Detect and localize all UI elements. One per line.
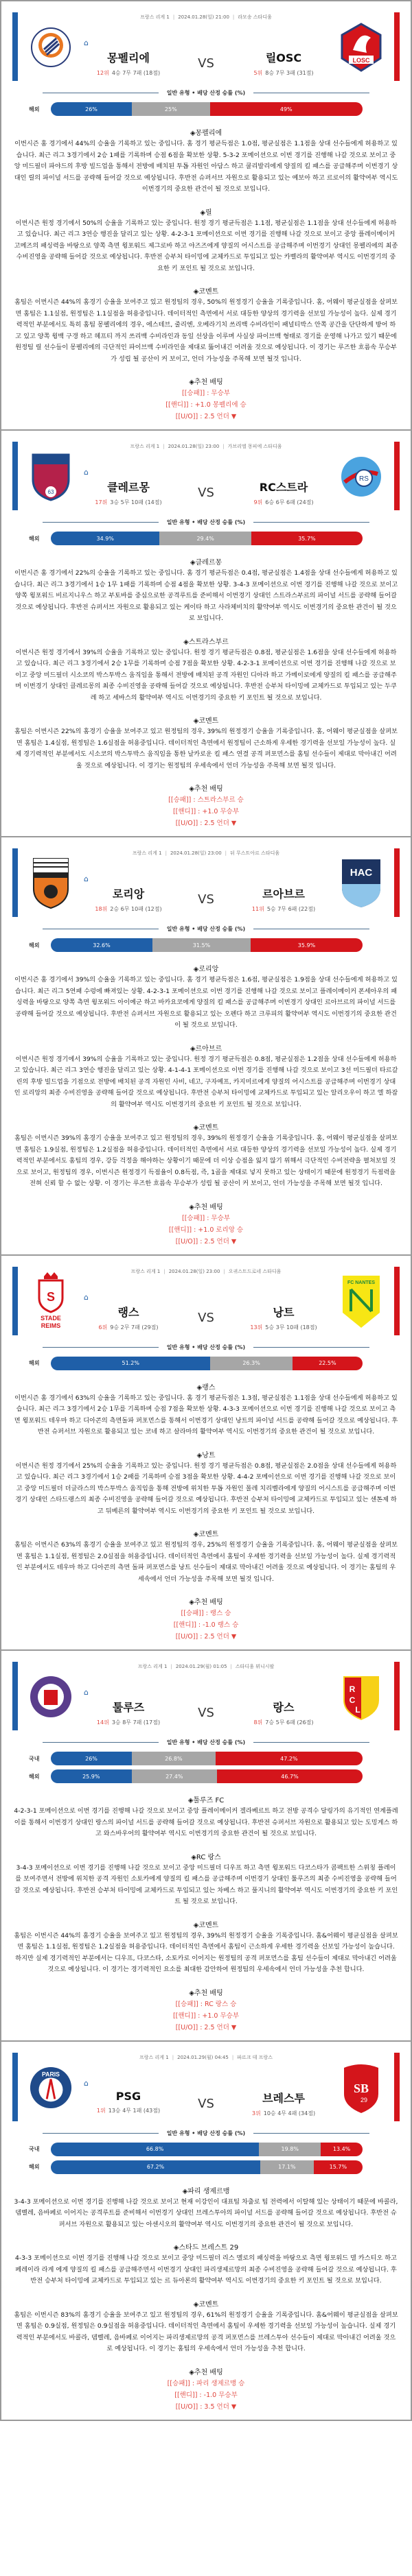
home-team-record: 4승 7무 7패 (18점) [111,70,161,76]
league-name: 프랑스 리게 1 [137,1664,168,1669]
match-card [1,837,411,1256]
home-icon: ⌂ [84,874,89,883]
section-text: 홈팀은 이번시즌 44%의 홈경기 승율을 보여주고 있고 원정팀의 경우, 39%의 원정경기 승율을 기록중입니다. 홈&어웨이 평균실점을 살펴보면 홈팀은 1.1실점, 원정팀은 1.2실점을 허용중입니다. 데이터적인 측면에서 홈팀이 근소하게 우세한 경기력을 선보일 가능성이 높습니다. 하지만 실제 경기력적인 부분에서는 디우프, 다코스타, 소토카로 이어지는 원정팀의 공격 퍼포먼스를 홈팀 선수들이 제대로 막아내긴 어려울 것으로 예상됩니다. 이 경기는 경기력적인 요소를 최대한 감안하여 원정팀의 우세속에서 언더 가능성을 추천 합니다. [14,1931,398,1973]
section-title: ◈코멘트 [193,1124,219,1132]
section-title: ◈RC 랑스 [191,1853,221,1861]
away-team-record: 10승 4무 4패 (34점) [263,2110,316,2116]
odds-rows [1,1357,411,1370]
away-team-record: 7승 5무 6패 (26점) [265,1719,314,1726]
odds-title-text: 일반 유형 • 배당 산정 승률 (%) [166,1739,246,1745]
section-text: 4-3-3 포메이션으로 이번 경기를 진행해 나갈 것으로 보이고 중앙 미드필더 리스 멜로의 패싱력을 바탕으로 측면 윙포워드 델 카스티오 하고 페레이라 라게 에게 양질의 킬 패스를 공급해주면서 이번경기 상대인 파리생제르망의 최종 수비진영을 공략해 들어갈 것으로 예상됩니다. 후반전 승부처 타이밍에 교체카드로 투입되고 있는 르 듀아론의 활약여부 역시도 이번경기의 중요한 키 포인트 될 것으로 보입니다. [15,2254,397,2285]
analysis-sections [1,1381,411,1586]
home-icon: ⌂ [84,1688,89,1697]
draw-segment: 31.5% [152,938,251,952]
away-win-segment: 35.9% [251,938,363,952]
bet-title: ◈추천 배팅 [189,379,223,386]
section-text: 이번시즌 원정 경기에서 25%의 승율을 기록하고 있는 중입니다. 원정 경기 평균득점은 0.8점, 평균실점은 2.0점을 상대 선수들에게 허용하고 있습니다. 최근 리그 3경기에서 1승 2패를 기록하며 승점 3점을 확보한 상황. 4-4-2 포메이션으로 이번 경기를 진행해 나갈 것으로 보이고 중앙 미드필더 더글라스의 박스투박스 움직임을 통해 전방에 위치한 투톱 자원인 몰레 치리벨라에게 양질의 어시스트를 공급해주며 이번경기 상대인 스타드랭스의 최종 수비진영을 공략해 들어갈 것으로 예상됩니다. 후반전 승부처 타이밍에 교체카드로 투입되고 있는 센톤제 하고 뒤베른의 활약여부 역시도 이번경기의 중요한 키 포인트 될 것으로 보입니다. [15,1462,397,1515]
league-name: 프랑스 리게 1 [140,14,170,20]
analysis-sections [1,127,411,365]
odds-source-label: 해외 [29,2164,40,2170]
section-title: ◈파리 생제르맹 [182,2187,230,2195]
stadium-name: 뒤 무스트아르 스타디움 [230,850,280,856]
away-color-stripe [394,2053,400,2121]
away-team-name: 랑스 [273,1701,295,1714]
home-team-rank: 14위 [96,1719,109,1726]
vs-label: VS [198,2096,214,2111]
match-header [1,1660,411,1729]
home-icon: ⌂ [84,38,89,47]
section-title: ◈스타드 브레스트 29 [173,2244,239,2252]
away-team-name: RC스트라 [259,481,308,494]
analysis-section [1,1528,411,1585]
home-team-name: 클레르몽 [107,481,150,494]
home-win-segment: 32.6% [51,938,152,952]
recommended-bet [1,2366,411,2413]
home-color-stripe [12,12,18,81]
away-team-record: 5승 3무 10패 (18점) [265,1324,317,1331]
match-meta: 프랑스 리게 1 | 2024.01.28(일) 23:00 | 가브리엘 몽피에 스타디움 [130,444,282,449]
stadium-name: 가브리엘 몽피에 스타디움 [227,444,282,449]
bet-line: [[승패]] : 무승부 [182,390,230,397]
analysis-section [1,1381,411,1438]
section-text: 이번시즌 원정 경기에서 39%의 승율을 기록하고 있는 중입니다. 원정 경기 평균득점은 0.8점, 평균실점은 1.6점을 상대 선수들에게 허용하고 있습니다. 최근 리그 3경기에서 2승 1무를 기록하며 승점 7점을 확보한 상황. 4-2-3-1 포메이션으로 이번 경기를 진행해 나갈 것으로 보이고 중앙 미드필더 시소코의 박스투박스 움직임을 통해서 전방에 배치된 공격 자원인 디아라 하고 가메이로에게 양질의 킬 패스를 공급해주며 이번경기 상대인 클레르몽의 최종 수비진영을 공략해 들어갈 것으로 예상됩니다. 후반전 승부처 타이밍에 교체카드로 투입되고 있는 두쿠레 하고 세바스의 활약여부 역시도 이번경기의 중요한 키 포인트 될 것으로 보입니다. [15,648,397,702]
section-text: 3-4-3 포메이션으로 이번 경기를 진행해 나갈 것으로 보이고 현재 이강인이 대표팀 차출로 팀 전력에서 이탈해 있는 상태이기 때문에 바콜라, 뎀벨레, 음바페로 이어지는 공격루트를 준비해서 이번경기 상대인 브레스투아의 파이널 서드를 공략해 들어갈 것으로 예상됩니다. 후반전 슈퍼서브 자원으로 활용되고 있는 아센시오의 활약여부 역시도 이번경기의 중요한 관건이 될 것으로 보입니다. [14,2197,398,2228]
recommended-bet [1,1596,411,1643]
odds-title [43,518,369,526]
away-team-logo [339,450,383,503]
away-team [218,1304,349,1331]
odds-row [29,1357,363,1370]
match-card [1,2042,411,2421]
recommended-bet [1,1201,411,1248]
bet-line: [[U/O]] : 2.5 언더 ▼ [175,1633,237,1641]
analysis-sections [1,1794,411,1976]
stadium-name: 오귀스트드로네 스타디움 [228,1268,282,1274]
away-win-segment: 49% [210,102,363,116]
odds-row [29,532,363,545]
section-title: ◈로리앙 [193,966,219,973]
section-title: ◈코멘트 [193,1531,219,1538]
stadium-name: 파르크 데 프랑스 [237,2054,273,2060]
section-text: 홈팀은 이번시즌 83%의 홈경기 승율을 보여주고 있고 원정팀의 경우, 61%의 원정경기 승율을 기록중입니다. 홈&어웨이 평균실점을 살펴보면 홈팀은 0.9실점, 원정팀은 0.9실점을 허용중입니다. 데이터적인 측면에서 홈팀이 우세한 경기력을 선보일 가능성이 높습니다. 실제 경기력적인 부분에서도 바콜라, 뎀벨레, 음바페로 이어지는 파리생제르망의 공격 퍼포먼스를 브레스투아 선수들이 제대로 막아내긴 어려울 것으로 예상됩니다. 이 경기는 홈팀의 우세속에서 언더 가능성을 추천 합니다. [14,2311,398,2352]
section-text: 홈팀은 이번시즌 39%의 홈경기 승율을 보여주고 있고 원정팀의 경우, 39%의 원정경기 승율을 기록중입니다. 홈, 어웨이 평균실점을 살펴보면 홈팀은 1.9실점, 원정팀은 1.2실점을 허용중입니다. 데이터적인 측면에서 서로 대등한 양상의 경기력을 선보일 가능성이 높다. 실제 경기력적인 부분에서도 홈팀의 경우, 강등 걱정을 해야하는 상황이기 때문에 더 이상 승점을 잃지 않기 위해서 극단적인 수비전략을 펼쳐보일 것으로 보이고, 원정팀의 경우, 이번시즌 원정경기 득점율이 0.8득점, 즉, 1골을 제대로 넣지 못하고 있는 상태이기 때문에 원정경기 득점력을 전혀 신뢰 할 수 없는 상황. 이 경기는 루즈한 흐름속 무승부가 성립 될 공산이 커 보이고, 언더 가능성을 주목해 보면 될것 입니다. [14,1134,398,1187]
home-team-record: 2승 6무 10패 (12점) [110,906,162,912]
home-team-rank: 6위 [98,1324,108,1331]
bet-line: [[U/O]] : 3.5 언더 ▼ [175,2402,237,2411]
odds-row [29,1752,363,1765]
analysis-sections [1,2185,411,2355]
svg-text:C: C [349,1695,356,1705]
svg-text:PARIS: PARIS [42,2071,60,2078]
analysis-section [1,636,411,704]
win-probability-bar [51,2143,363,2156]
draw-segment: 26.3% [210,1357,292,1370]
match-card [1,0,411,431]
section-text: 홈팀은 이번시즌 63%의 홈경기 승율을 보여주고 있고 원정팀의 경우, 25%의 원정경기 승율을 기록중입니다. 홈, 어웨이 평균실점을 살펴보면 홈팀은 1.1실점, 원정팀은 2.0실점을 허용중입니다. 데이터적인 측면에서 홈팀이 우세한 경기력을 선보일 가능성이 높다. 실제 경기력적인 부분에서도 테우마 하고 디아콘의 측면 돌파 퍼포먼스를 낭트 선수들이 제대로 막아내긴 어려울 것으로 예상됩니다. 이 경기는 홈팀의 우세속에서 언더 가능성을 주목해 보면 될것 입니다. [14,1541,398,1583]
svg-text:STADE: STADE [41,1314,61,1322]
bet-line: [[승패]] : 스트라스부르 승 [168,796,244,804]
draw-segment: 25% [132,102,210,116]
home-color-stripe [12,1267,18,1335]
away-team-rank: 9위 [253,499,263,505]
section-title: ◈르아브르 [190,1045,222,1053]
win-probability-bar [51,1769,363,1783]
away-team-logo [339,21,383,74]
section-text: 이번시즌 홈 경기에서 63%의 승율을 기록하고 있는 중입니다. 홈 경기 평균득점은 1.3점, 평균실점은 1.1점을 상대 선수들에게 허용하고 있습니다. 최근 리그 3경기에서 2승 1무를 기록하며 승점 7점을 확보한 상황. 4-3-3 포메이션으로 이번 경기를 진행해 나갈 것으로 보이고 측면 윙포워드 테우마 하고 디아콘의 측면돌파 퍼포먼스를 통해서 이번경기 상대인 낭트의 파이널 서드를 공략해 들어갈 것으로 예상됩니다. 후반전 슈퍼서브 자원으로 활용되고 있는 코네 하고 살라마의 활약여부 역시도 이번경기의 중요한 관건이 될 것으로 보입니다. [14,1394,398,1435]
away-color-stripe [394,1662,400,1730]
bet-title: ◈추천 배팅 [189,1599,223,1606]
recommended-bet [1,1987,411,2034]
home-team-name: 툴루즈 [112,1701,145,1714]
away-team-name: 브레스투 [262,2091,305,2105]
analysis-section [1,1121,411,1190]
odds-source-label: 해외 [29,1773,40,1780]
bet-title: ◈추천 배팅 [189,2368,223,2376]
home-win-segment: 34.9% [51,532,159,545]
section-text: 이번시즌 홈 경기에서 39%의 승율을 기록하고 있는 중입니다. 홈 경기 평균득점은 1.6점, 평균실점은 1.9점을 상대 선수들에게 허용하고 있습니다. 최근 리그 5연패 수렁에 빠져있는 상황. 4-2-3-1 포메이션으로 이번 경기를 진행해 나갈 것으로 보이고 플레이메이커 폰세아우의 패싱력을 바탕으로 양쪽 측면 윙포워드 아이예군 하고 바카요코에게 양질의 킬 패스를 공급해주며 이번경기 상대인 르아브르의 파이널 서드를 공략해 들어갈 것으로 예상됩니다. 후반전 슈퍼서브 자원으로 활용되고 있는 오펜다 하고 크루피의 활약여부 역시도 이번경기의 중요한 관건이 될 것으로 보입니다. [14,976,398,1029]
away-team-logo [339,2061,383,2114]
match-card [1,1256,411,1651]
bet-line: [[U/O]] : 2.5 언더 ▼ [175,413,237,420]
home-win-segment: 25.9% [51,1769,132,1783]
odds-source-label: 해외 [29,106,40,112]
svg-text:FC NANTES: FC NANTES [347,1280,376,1285]
home-team-rank: 1위 [96,2107,106,2114]
odds-title [43,89,369,97]
svg-text:L: L [355,1705,360,1715]
win-probability-bar [51,532,363,545]
odds-title [43,2130,369,2137]
bet-line: [[핸디]] : -1.0 무승부 [174,2391,238,2399]
win-probability-bar [51,2160,363,2174]
odds-title-text: 일반 유형 • 배당 산정 승률 (%) [166,2130,246,2136]
vs-label: VS [198,892,214,907]
home-team-rank: 18위 [95,906,108,912]
odds-rows [1,2143,411,2174]
home-color-stripe [12,848,18,917]
odds-title-text: 일반 유형 • 배당 산정 승률 (%) [166,90,246,96]
section-title: ◈스트라스부르 [183,638,229,646]
away-win-segment: 47.2% [216,1752,363,1765]
match-card [1,431,411,837]
recommended-bet [1,783,411,829]
match-header [1,1265,411,1334]
match-card [1,1651,411,2042]
vs-label: VS [198,56,214,71]
section-title: ◈랭스 [196,1383,216,1392]
section-title: ◈클레르몽 [190,559,222,567]
match-datetime: 2024.01.28(일) 23:00 [170,850,222,856]
home-win-segment: 51.2% [51,1357,210,1370]
win-probability-bar [51,1752,363,1765]
home-team-name: 로리앙 [112,887,145,901]
away-team-record: 8승 7무 3패 (31점) [265,70,314,76]
match-datetime: 2024.01.29(월) 01:05 [175,1664,227,1669]
home-win-segment: 26% [51,1752,132,1765]
bet-line: [[U/O]] : 2.5 언더 ▼ [175,2023,237,2031]
home-icon: ⌂ [84,2078,89,2088]
analysis-section [1,556,411,625]
away-win-segment: 35.7% [251,532,363,545]
odds-row [29,2143,363,2156]
section-text: 이번시즌 홈 경기에서 44%의 승율을 기록하고 있는 중입니다. 홈 경기 평균득점은 1.0점, 평균실점은 1.1점을 상대 선수들에게 허용하고 있습니다. 최근 리그 3경기에서 2승 1패를 기록하며 승점 6점을 확보한 상황. 5-3-2 포메이션으로 이번 경기를 진행해 나갈 것으로 보이고 중앙 미드필더 파야드의 후방 빌드업을 통해서 전방에 배치된 투톱 자원인 아담스 하고 쿨리발리에게 양질의 킬 패스를 공급해주며 이번경기 상대인 릴의 파이널 서드를 공략해 들어갈 것으로 예상됩니다. 후반전 슈퍼서브 자원으로 활용되고 있는 예보아 하고 르로이의 활약여부 역시도 이번경기의 중요한 관건이 될 것으로 보입니다. [14,140,398,193]
svg-text:HAC: HAC [350,867,373,879]
bet-line: [[핸디]] : +1.0 몽펠리에 승 [165,401,247,409]
bet-line: [[승패]] : 무승부 [182,1214,230,1222]
away-color-stripe [394,1267,400,1335]
away-team-name: 낭트 [273,1305,295,1319]
bet-line: [[승패]] : RC 랑스 승 [175,2000,237,2008]
away-color-stripe [394,12,400,81]
league-name: 프랑스 리게 1 [132,850,162,856]
vs-label: VS [198,486,214,500]
section-title: ◈코멘트 [193,1921,219,1929]
analysis-section [1,2298,411,2355]
home-team-rank: 17위 [95,499,108,505]
away-team-name: 릴OSC [265,51,302,64]
vs-label: VS [198,1706,214,1720]
section-text: 홈팀은 이번시즌 22%의 홈경기 승율을 보여주고 있고 원정팀의 경우, 39%의 원정경기 승율을 기록중입니다. 홈, 어웨이 평균실점을 살펴보면 홈팀은 1.4실점, 원정팀은 1.6실점을 허용중입니다. 데이터적인 측면에서 원정팀이 근소하게 우세한 경기력을 선보일 가능성이 높다. 실제 경기력적인 부분에서도 시소코의 박스투박스 움직임을 통한 날카로운 킬 패스 연결 공격 퍼포먼스를 홈팀 선수들이 제대로 막아내긴 어려울 것으로 예상됩니다. 이 경기는 원정팀의 우세속에서 언더 가능성을 주목해 보면 될것 입니다. [14,728,398,770]
away-team [218,885,349,913]
svg-text:LOSC: LOSC [352,57,370,64]
stadium-name: 스타디움 뮈니시팔 [235,1664,275,1669]
analysis-section [1,206,411,275]
odds-title [43,1344,369,1351]
away-team [218,1699,349,1726]
match-header [1,11,411,80]
odds-row [29,102,363,116]
win-probability-bar [51,1357,363,1370]
home-win-segment: 66.8% [51,2143,259,2156]
odds-source-label: 국내 [29,1755,40,1762]
analysis-section [1,1449,411,1518]
odds-source-label: 해외 [29,535,40,542]
match-datetime: 2024.01.29(월) 04:45 [177,2054,229,2060]
match-datetime: 2024.01.28(일) 21:00 [178,14,229,20]
home-team-name: 몽펠리에 [107,51,150,64]
away-team [218,479,349,506]
odds-source-label: 국내 [29,2146,40,2152]
match-meta: 프랑스 리게 1 | 2024.01.28(일) 23:00 | 뒤 무스트아르 스타디움 [132,850,280,856]
home-icon: ⌂ [84,1292,89,1302]
win-probability-bar [51,102,363,116]
odds-title [43,1739,369,1746]
stadium-name: 라모송 스타디움 [238,14,272,20]
analysis-section [1,285,411,365]
bet-line: [[U/O]] : 2.5 언더 ▼ [175,1237,237,1245]
away-win-segment: 46.7% [217,1769,363,1783]
away-team [218,2090,349,2117]
svg-text:S: S [46,1289,56,1304]
odds-rows [1,1752,411,1783]
home-team-name: 랭스 [117,1305,139,1319]
section-title: ◈툴루즈 FC [187,1797,225,1804]
league-name: 프랑스 리게 1 [139,2054,169,2060]
section-text: 홈팀은 이번시즌 44%의 홈경기 승율을 보여주고 있고 원정팀의 경우, 50%의 원정경기 승율을 기록중입니다. 홈, 어웨이 평균실점을 살펴보면 홈팀은 1.1실점, 원정팀은 1.1실점을 허용중입니다. 데이터적인 측면에서 서로 대등한 양상의 경기력을 선보일 가능성이 높다. 실제 경기력적인 부분에서도 특히 홈팀 몽펠리에의 경우, 에스테브, 줄리엔, 오베라기치 쓰리백 수비라인이 패널티박스 안쪽 공간을 단단하게 방어 하고 있고 양쪽 윙백 구갱 하고 헤프티 까지 쓰리백 수비라인과 동일 선상을 이루며 사실상 파이브백 형태로 경기를 운영해 나가고 있기 때문에 원정팀 릴 선수들이 몽펠리에의 극단적인 파이브백 수비라인을 제대로 뚫어내긴 어려울 것으로 예상됩니다. 이 경기는 루즈한 흐름속 무승부가 성립 될 공산이 커 보이고, 언더 가능성을 주목해 보면 될것 입니다. [14,298,398,363]
analysis-sections [1,963,411,1190]
svg-text:63: 63 [47,489,54,495]
away-team-logo [339,1275,383,1328]
draw-segment: 27.4% [132,1769,217,1783]
analysis-section [1,715,411,772]
home-team-name: PSG [115,2089,141,2103]
home-team-record: 9승 2무 7패 (29점) [110,1324,159,1331]
bet-line: [[핸디]] : +1.0 로리앙 승 [168,1226,244,1234]
away-win-segment: 15.7% [314,2160,363,2174]
analysis-section [1,1794,411,1840]
match-datetime: 2024.01.28(일) 23:00 [168,1268,220,1274]
league-name: 프랑스 리게 1 [130,444,160,449]
home-team-rank: 12위 [96,70,109,76]
odds-rows [1,532,411,545]
svg-text:SB: SB [353,2081,369,2095]
bet-line: [[핸디]] : +1.0 무승부 [172,2012,240,2020]
away-team-record: 5승 7무 6패 (22점) [266,906,316,912]
away-team-rank: 8위 [253,1719,263,1726]
away-team [218,49,349,77]
section-text: 이번시즌 원정 경기에서 50%의 승율을 기록하고 있는 중입니다. 원정 경기 평균득점은 1.1점, 평균실점은 1.1점을 상대 선수들에게 허용하고 있습니다. 최근 리그 3연승 행진을 달리고 있는 상황. 4-2-3-1 포메이션으로 이번 경기를 진행해 나갈 것으로 보이고 중앙 플레이메이커 고메즈의 패싱력을 바탕으로 양쪽 측면 윙포워드 제그로바 하고 야즈즈에게 양질의 어시스트를 공급해주며 이번경기 상대인 몽펠리에의 최종 수비진영을 공략해 들어갈 것으로 예상됩니다. 후반전 승부처 타이밍에 교체카드로 투입되고 있는 카벨라의 활약여부 역시도 이번경기의 중요한 키 포인트 될 것으로 보입니다. [14,219,398,272]
analysis-section [1,1851,411,1908]
odds-title-text: 일반 유형 • 배당 산정 승률 (%) [166,1344,246,1350]
match-header [1,847,411,916]
bet-line: [[핸디]] : -1.0 랭스 승 [173,1621,239,1629]
away-team-rank: 5위 [253,70,263,76]
away-team-name: 르아브르 [262,887,305,901]
section-title: ◈코멘트 [193,288,219,296]
odds-row [29,938,363,952]
home-color-stripe [12,442,18,510]
svg-text:R: R [349,1684,356,1694]
match-meta: 프랑스 리게 1 | 2024.01.29(월) 01:05 | 스타디움 뮈니시팔 [137,1664,275,1669]
draw-segment: 29.4% [159,532,251,545]
odds-title-text: 일반 유형 • 배당 산정 승률 (%) [166,519,246,525]
odds-rows [1,102,411,116]
away-team-rank: 13위 [250,1324,263,1331]
away-team-rank: 3위 [251,2110,261,2116]
match-datetime: 2024.01.28(일) 23:00 [168,444,220,449]
draw-segment: 26.8% [132,1752,216,1765]
away-team-rank: 11위 [251,906,264,912]
odds-source-label: 해외 [29,1360,40,1366]
section-text: 4-2-3-1 포메이션으로 이번 경기를 진행해 나갈 것으로 보이고 중앙 플레이메이커 겔라베르트 하고 전방 공격수 달링가의 유기적인 연계플레이를 통해서 이번경기 상대인 랑스의 파이널 서드를 공략해 들어갈 것으로 예상됩니다. 후반전 슈퍼서브 자원으로 활용되고 있는 도밍게스 하고 와스바우어의 활약여부 역시도 이번경기의 중요한 관건이 될 것으로 보입니다. [14,1807,398,1837]
section-title: ◈코멘트 [193,2300,219,2309]
analysis-section [1,1919,411,1976]
section-title: ◈낭트 [196,1451,216,1459]
section-title: ◈몽펠리에 [190,130,222,137]
away-team-logo [339,857,383,910]
odds-source-label: 해외 [29,942,40,949]
home-team-record: 3승 5무 10패 (14점) [110,499,162,505]
away-win-segment: 13.4% [321,2143,363,2156]
draw-segment: 19.8% [259,2143,321,2156]
away-color-stripe [394,848,400,917]
home-color-stripe [12,1662,18,1730]
analysis-section [1,127,411,195]
match-header [1,440,411,509]
odds-row [29,1769,363,1783]
vs-label: VS [198,1310,214,1325]
odds-row [29,2160,363,2174]
home-team-record: 3승 8무 7패 (17점) [111,1719,161,1726]
win-probability-bar [51,938,363,952]
svg-text:REIMS: REIMS [41,1322,61,1329]
bet-title: ◈추천 배팅 [189,1989,223,1997]
match-meta: 프랑스 리게 1 | 2024.01.28(일) 23:00 | 오귀스트드로네 스타디움 [130,1268,282,1274]
section-text: 이번시즌 원정 경기에서 39%의 승율을 기록하고 있는 중입니다. 원정 경기 평균득점은 0.8점, 평균실점은 1.2점을 상대 선수들에게 허용하고 있습니다. 최근 리그 3연승 행진을 달리고 있는 상황. 4-1-4-1 포메이션으로 이번 경기를 진행해 나갈 것으로 보이고 3선 미드필더 타르갈린의 후방 빌드업을 기점으로 전방에 배치된 공격 자원인 사비, 네고, 구자예프, 카지미르에게 양질의 어시스트를 공급해주며 이번경기 상대인 로리앙의 최종 수비진영을 공략해 들어갈 것으로 예상됩니다. 후반전 승부처 타이밍에 교체카드로 투입되고 있는 알리오우이 하고 엘 하잠의 활약여부 역시도 이번경기의 중요한 키 포인트 될 것으로 보입니다. [14,1055,398,1108]
home-win-segment: 67.2% [51,2160,260,2174]
section-title: ◈코멘트 [193,717,219,725]
svg-text:RS: RS [359,475,369,483]
away-color-stripe [394,442,400,510]
section-title: ◈릴 [200,208,212,217]
analysis-section [1,2185,411,2231]
odds-title [43,925,369,933]
draw-segment: 17.1% [260,2160,314,2174]
recommended-bet [1,376,411,422]
away-team-record: 6승 6무 6패 (24점) [265,499,314,505]
svg-text:29: 29 [360,2096,368,2103]
home-win-segment: 26% [51,102,132,116]
away-win-segment: 22.5% [293,1357,363,1370]
bet-line: [[승패]] : 파리 생제르맹 승 [167,2379,245,2387]
analysis-sections [1,556,411,772]
home-color-stripe [12,2053,18,2121]
match-header [1,2051,411,2120]
league-name: 프랑스 리게 1 [130,1268,161,1274]
bet-line: [[U/O]] : 2.5 언더 ▼ [175,820,237,827]
odds-rows [1,938,411,952]
analysis-section [1,963,411,1031]
odds-title-text: 일반 유형 • 배당 산정 승률 (%) [166,926,246,932]
analysis-section [1,1042,411,1111]
bet-line: [[승패]] : 랭스 승 [181,1610,231,1617]
section-text: 이번시즌 홈 경기에서 22%의 승율을 기록하고 있는 중입니다. 홈 경기 평균득점은 0.4점, 평균실점은 1.4점을 상대 선수들에게 허용하고 있습니다. 최근 리그 3경기에서 1승 1무 1패를 기록하며 승점 4점을 확보한 상황. 3-4-3 포메이션으로 이번 경기를 진행해 나갈 것으로 보이고 양쪽 윙포워드 비르지니우스 하고 부토바를 중심으로한 공격루트를 준비해서 이번경기 상대인 스트라스부르의 파이널 서드를 공략해 들어갈 것으로 예상됩니다. 후반전 슈퍼서브 자원으로 활용되고 있는 케이타 하고 사라체비치의 활약여부 역시도 이번경기의 중요한 관건이 될 것으로 보입니다. [14,569,398,622]
home-team-record: 13승 4무 1패 (43점) [108,2107,161,2114]
home-icon: ⌂ [84,468,89,477]
section-text: 3-4-3 포메이션으로 이번 경기를 진행해 나갈 것으로 보이고 중앙 미드필더 디우프 하고 측면 윙포워드 다코스타가 콤팩트한 스위칭 플레이를 보여주면서 전방에 위치한 공격 자원인 소토카에게 양질의 킬 패스를 공급해주며 이번경기 상대인 툴루즈의 최종 수비진영을 공략해 들어갈 것으로 예상됩니다. 후반전 승부처 타이밍에 교체카드로 투입되고 있는 차베스 하고 풀지니의 활약여부 역시도 이번경기의 중요한 키 포인트 될 것으로 보입니다. [14,1863,398,1905]
bet-title: ◈추천 배팅 [189,785,223,793]
analysis-section [1,2241,411,2287]
bet-title: ◈추천 배팅 [189,1203,223,1211]
match-meta: 프랑스 리게 1 | 2024.01.28(일) 21:00 | 라모송 스타디움 [140,14,272,20]
bet-line: [[핸디]] : +1.0 무승부 [172,808,240,815]
match-meta: 프랑스 리게 1 | 2024.01.29(월) 04:45 | 파르크 데 프랑스 [139,2054,273,2060]
away-team-logo [339,1670,383,1724]
